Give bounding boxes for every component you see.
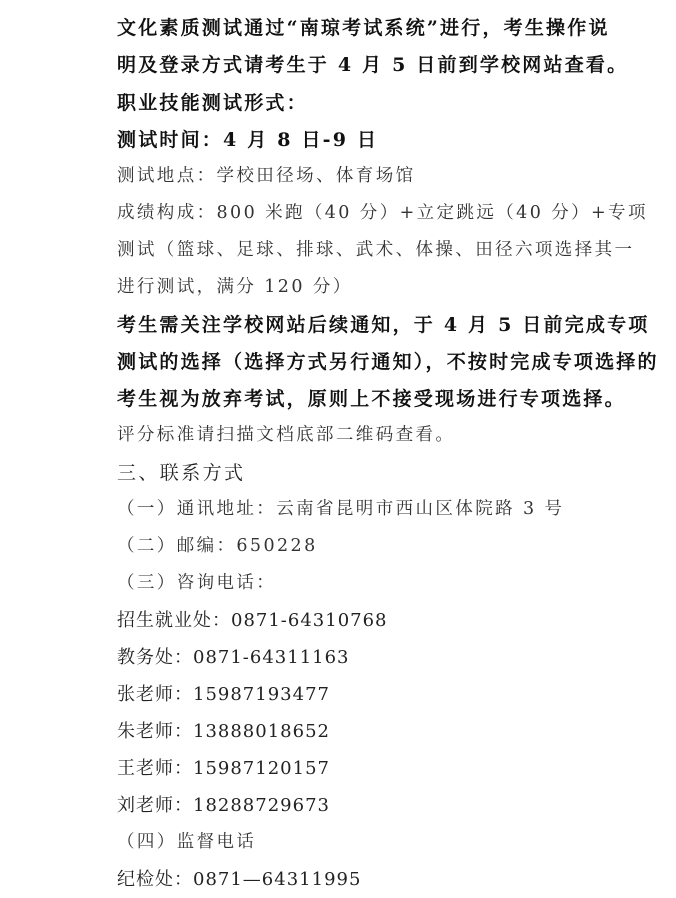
consult-phone-heading: （三）咨询电话： (117, 573, 277, 593)
phone-academic-affairs: 教务处：0871-64311163 (117, 647, 350, 668)
contact-heading: 三、联系方式 (117, 462, 246, 484)
score-composition-line-1: 成绩构成：800 米跑（40 分）+立定跳远（40 分）+专项 (117, 203, 648, 223)
supervision-heading: （四）监督电话 (117, 832, 257, 852)
postcode: （二）邮编：650228 (117, 536, 318, 556)
test-time: 测试时间：4 月 8 日-9 日 (117, 129, 379, 151)
intro-line-1: 文化素质测试通过“南琼考试系统”进行，考生操作说 (117, 17, 610, 39)
notice-line-2: 测试的选择（选择方式另行通知），不按时完成专项选择的 (117, 351, 659, 373)
mailing-address: （一）通讯地址：云南省昆明市西山区体院路 3 号 (117, 499, 565, 519)
skills-test-heading: 职业技能测试形式： (117, 92, 308, 114)
phone-teacher-zhu: 朱老师：13888018652 (117, 721, 330, 742)
phone-admissions-office: 招生就业处：0871-64310768 (117, 610, 388, 631)
notice-line-3: 考生视为放弃考试，原则上不接受现场进行专项选择。 (117, 388, 626, 410)
phone-teacher-zhang: 张老师：15987193477 (117, 684, 330, 705)
criteria-note: 评分标准请扫描文档底部二维码查看。 (117, 425, 456, 445)
supervision-phone: 纪检处：0871—64311995 (117, 869, 362, 890)
score-composition-line-3: 进行测试，满分 120 分） (117, 277, 353, 297)
phone-teacher-wang: 王老师：15987120157 (117, 758, 330, 779)
score-composition-line-2: 测试（篮球、足球、排球、武术、体操、田径六项选择其一 (117, 240, 635, 260)
intro-line-2: 明及登录方式请考生于 4 月 5 日前到学校网站查看。 (117, 54, 629, 76)
notice-line-1: 考生需关注学校网站后续通知，于 4 月 5 日前完成专项 (117, 314, 650, 336)
test-location: 测试地点：学校田径场、体育场馆 (117, 166, 416, 186)
phone-teacher-liu: 刘老师：18288729673 (117, 795, 330, 816)
